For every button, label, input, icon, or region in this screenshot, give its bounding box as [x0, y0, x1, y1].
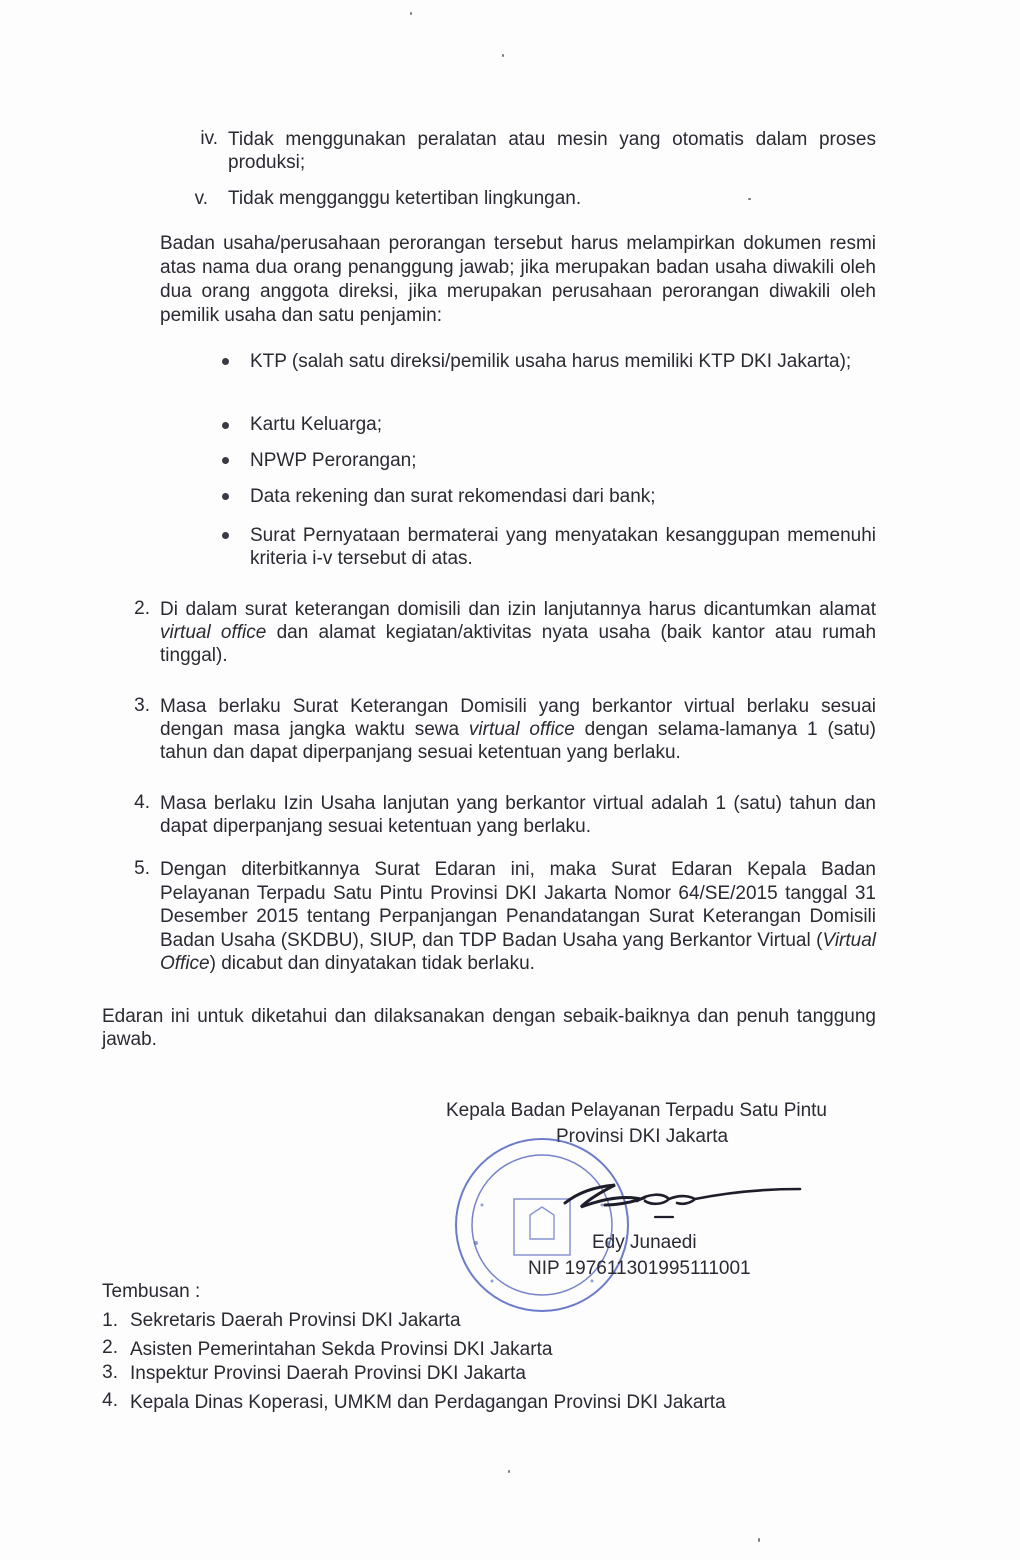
tembusan-item: Sekretaris Daerah Provinsi DKI Jakarta: [130, 1310, 461, 1331]
signatory-title-line1: Kepala Badan Pelayanan Terpadu Satu Pintu: [446, 1100, 828, 1121]
numbered-item-text: Masa berlaku Izin Usaha lanjutan yang berkantor virtual adalah 1 (satu) tahun dan dapat diperpanjang sesuai ketentuan yang berlaku.: [160, 793, 876, 837]
bullet-dot: [222, 493, 229, 500]
tembusan-item: Inspektur Provinsi Daerah Provinsi DKI Jakarta: [130, 1363, 526, 1384]
numbered-item-text: [160, 598, 876, 667]
roman-item-number: v.: [194, 188, 208, 209]
italic-term: virtual office: [160, 622, 267, 643]
scan-speck: [758, 1538, 760, 1542]
text-segment: dengan selama-lamanya 1 (satu) tahun dan dapat diperpanjang sesuai ketentuan yang berlaku.: [160, 719, 877, 763]
signatory-nip: NIP 197611301995111001: [528, 1258, 751, 1279]
tembusan-item: Kepala Dinas Koperasi, UMKM dan Perdagangan Provinsi DKI Jakarta: [130, 1392, 726, 1413]
numbered-item-number: 3.: [134, 695, 150, 716]
handwritten-signature-icon: [545, 1165, 805, 1225]
tembusan-item: Asisten Pemerintahan Sekda Provinsi DKI Jakarta: [130, 1339, 553, 1360]
text-segment: Di dalam surat keterangan domisili dan izin lanjutannya harus dicantumkan alamat: [160, 599, 876, 620]
numbered-item-number: 5.: [134, 858, 150, 879]
numbered-item-number: 2.: [134, 598, 150, 619]
tembusan-number: 4.: [102, 1390, 118, 1411]
scan-speck: [502, 54, 504, 57]
tembusan-number: 2.: [102, 1337, 118, 1358]
italic-term: Virtual Office: [160, 929, 876, 974]
bullet-dot: [222, 457, 229, 464]
text-segment: Dengan diterbitkannya Surat Edaran ini, maka Surat Edaran Kepala Badan Pelayanan Terpadu Satu Pintu Provinsi DKI Jakarta Nomor 64/SE/2015 tanggal 31 Desember 2015 tentang Perpanjangan Penandatangan Surat Keterangan Domisili Badan Usaha (SKDBU), SIUP, dan TDP Badan Usaha yang Berkantor Virtual (: [160, 859, 876, 951]
roman-item-number: iv.: [200, 128, 218, 149]
bullet-dot: [222, 532, 229, 539]
numbered-item-text: [160, 695, 876, 764]
bullet-item: Data rekening dan surat rekomendasi dari bank;: [250, 486, 656, 507]
scan-speck: [410, 12, 412, 15]
numbered-item-number: 4.: [134, 792, 150, 813]
bullet-item: Kartu Keluarga;: [250, 414, 383, 435]
numbered-item-text: [160, 858, 876, 976]
roman-item-text: Tidak mengganggu ketertiban lingkungan.: [228, 188, 582, 209]
tembusan-number: 3.: [102, 1362, 118, 1383]
scan-speck: [508, 1470, 510, 1473]
roman-item-text: Tidak menggunakan peralatan atau mesin yang otomatis dalam proses produksi;: [228, 129, 876, 173]
text-segment: Masa berlaku Surat Keterangan Domisili yang berkantor virtual berlaku sesuai dengan masa jangka waktu sewa: [160, 696, 876, 740]
official-stamp-icon: [452, 1135, 632, 1315]
requirement-paragraph: Badan usaha/perusahaan perorangan tersebut harus melampirkan dokumen resmi atas nama dua orang penanggung jawab; jika merupakan badan usaha diwakili oleh dua orang anggota direksi, jika merupakan perusahaan perorangan diwakili oleh pemilik usaha dan satu penjamin:: [160, 233, 876, 326]
bullet-item: Surat Pernyataan bermaterai yang menyatakan kesanggupan memenuhi kriteria i-v tersebut di atas.: [250, 525, 876, 569]
bullet-item: KTP (salah satu direksi/pemilik usaha harus memiliki KTP DKI Jakarta);: [250, 351, 852, 372]
tembusan-number: 1.: [102, 1310, 118, 1331]
text-segment: dan alamat kegiatan/aktivitas nyata usaha (baik kantor atau rumah tinggal).: [160, 622, 877, 666]
bullet-dot: [222, 422, 229, 429]
bullet-item: NPWP Perorangan;: [250, 450, 417, 471]
signatory-title-line2: Provinsi DKI Jakarta: [556, 1126, 729, 1147]
text-segment: ) dicabut dan dinyatakan tidak berlaku.: [209, 953, 535, 974]
tembusan-heading: Tembusan :: [102, 1281, 201, 1302]
signatory-name: Edy Junaedi: [592, 1232, 697, 1253]
closing-paragraph: Edaran ini untuk diketahui dan dilaksanakan dengan sebaik-baiknya dan penuh tanggung jawab.: [102, 1006, 876, 1050]
bullet-dot: [222, 358, 229, 365]
italic-term: virtual office: [468, 719, 575, 740]
